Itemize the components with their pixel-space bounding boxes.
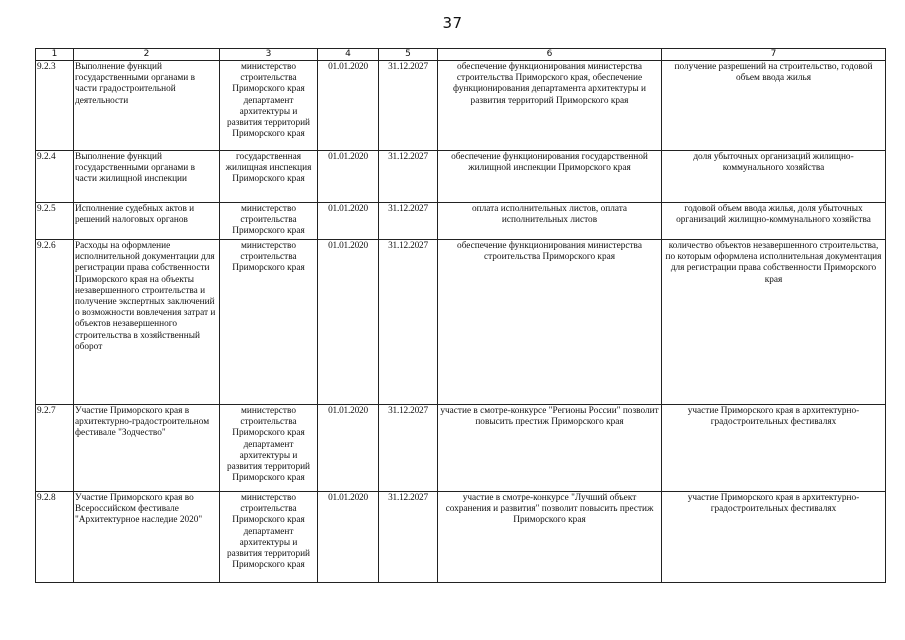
indicator: участие Приморского края в архитектурно-градостроительных фестивалях <box>662 492 886 583</box>
row-number: 9.2.8 <box>36 492 74 583</box>
expected-result: обеспечение функционирования министерства строительства Приморского края <box>438 240 662 405</box>
row-number: 9.2.5 <box>36 203 74 240</box>
table-row <box>36 61 886 151</box>
end-date: 31.12.2027 <box>379 405 438 492</box>
end-date: 31.12.2027 <box>379 203 438 240</box>
table-row <box>36 203 886 240</box>
end-date: 31.12.2027 <box>379 61 438 151</box>
executor: министерство строительства Приморского края <box>220 240 318 405</box>
expected-result: участие в смотре-конкурсе "Лучший объект сохранения и развития" позволит повысить престиж Приморского края <box>438 492 662 583</box>
end-date: 31.12.2027 <box>379 151 438 203</box>
column-header: 4 <box>318 49 379 61</box>
start-date: 01.01.2020 <box>318 203 379 240</box>
end-date: 31.12.2027 <box>379 240 438 405</box>
expected-result: оплата исполнительных листов, оплата исполнительных листов <box>438 203 662 240</box>
row-number: 9.2.4 <box>36 151 74 203</box>
indicator: годовой объем ввода жилья, доля убыточных организаций жилищно-коммунального хозяйства <box>662 203 886 240</box>
column-header: 1 <box>36 49 74 61</box>
start-date: 01.01.2020 <box>318 492 379 583</box>
row-number: 9.2.3 <box>36 61 74 151</box>
page-number: 37 <box>442 14 463 32</box>
start-date: 01.01.2020 <box>318 240 379 405</box>
table-row <box>36 151 886 203</box>
measure-name: Выполнение функций государственными органами в части жилищной инспекции <box>74 151 220 203</box>
row-number: 9.2.6 <box>36 240 74 405</box>
measure-name: Исполнение судебных актов и решений налоговых органов <box>74 203 220 240</box>
measure-name: Участие Приморского края во Всероссийском фестивале "Архитектурное наследие 2020" <box>74 492 220 583</box>
indicator: получение разрешений на строительство, годовой объем ввода жилья <box>662 61 886 151</box>
measure-name: Выполнение функций государственными органами в части градостроительной деятельности <box>74 61 220 151</box>
column-header: 2 <box>74 49 220 61</box>
indicator: доля убыточных организаций жилищно-коммунального хозяйства <box>662 151 886 203</box>
expected-result: участие в смотре-конкурсе "Регионы России" позволит повысить престиж Приморского края <box>438 405 662 492</box>
executor: министерство строительства Приморского края департамент архитектуры и развития территорий Приморского края <box>220 61 318 151</box>
table-row <box>36 405 886 492</box>
end-date: 31.12.2027 <box>379 492 438 583</box>
indicator: количество объектов незавершенного строительства, по которым оформлена исполнительная документация для регистрации права собственности Приморского края <box>662 240 886 405</box>
column-header: 3 <box>220 49 318 61</box>
table-header-row <box>36 49 886 61</box>
start-date: 01.01.2020 <box>318 405 379 492</box>
column-header: 7 <box>662 49 886 61</box>
table-row <box>36 240 886 405</box>
measure-name: Расходы на оформление исполнительной документации для регистрации права собственности Приморского края на объекты незавершенного строительства и получение экспертных заключений о возможности вовлечения затрат и объектов незавершенного строительства в хозяйственный оборот <box>74 240 220 405</box>
executor: министерство строительства Приморского края <box>220 203 318 240</box>
measure-name: Участие Приморского края в архитектурно-градостроительном фестивале "Зодчество" <box>74 405 220 492</box>
executor: министерство строительства Приморского края департамент архитектуры и развития территорий Приморского края <box>220 492 318 583</box>
column-header: 5 <box>379 49 438 61</box>
row-number: 9.2.7 <box>36 405 74 492</box>
column-header: 6 <box>438 49 662 61</box>
executor: государственная жилищная инспекция Приморского края <box>220 151 318 203</box>
table-row <box>36 492 886 583</box>
expected-result: обеспечение функционирования государственной жилищной инспекции Приморского края <box>438 151 662 203</box>
measures-table <box>35 48 886 583</box>
executor: министерство строительства Приморского края департамент архитектуры и развития территорий Приморского края <box>220 405 318 492</box>
indicator: участие Приморского края в архитектурно-градостроительных фестивалях <box>662 405 886 492</box>
start-date: 01.01.2020 <box>318 151 379 203</box>
start-date: 01.01.2020 <box>318 61 379 151</box>
expected-result: обеспечение функционирования министерства строительства Приморского края, обеспечение функционирования департамента архитектуры и развития территорий Приморского края <box>438 61 662 151</box>
